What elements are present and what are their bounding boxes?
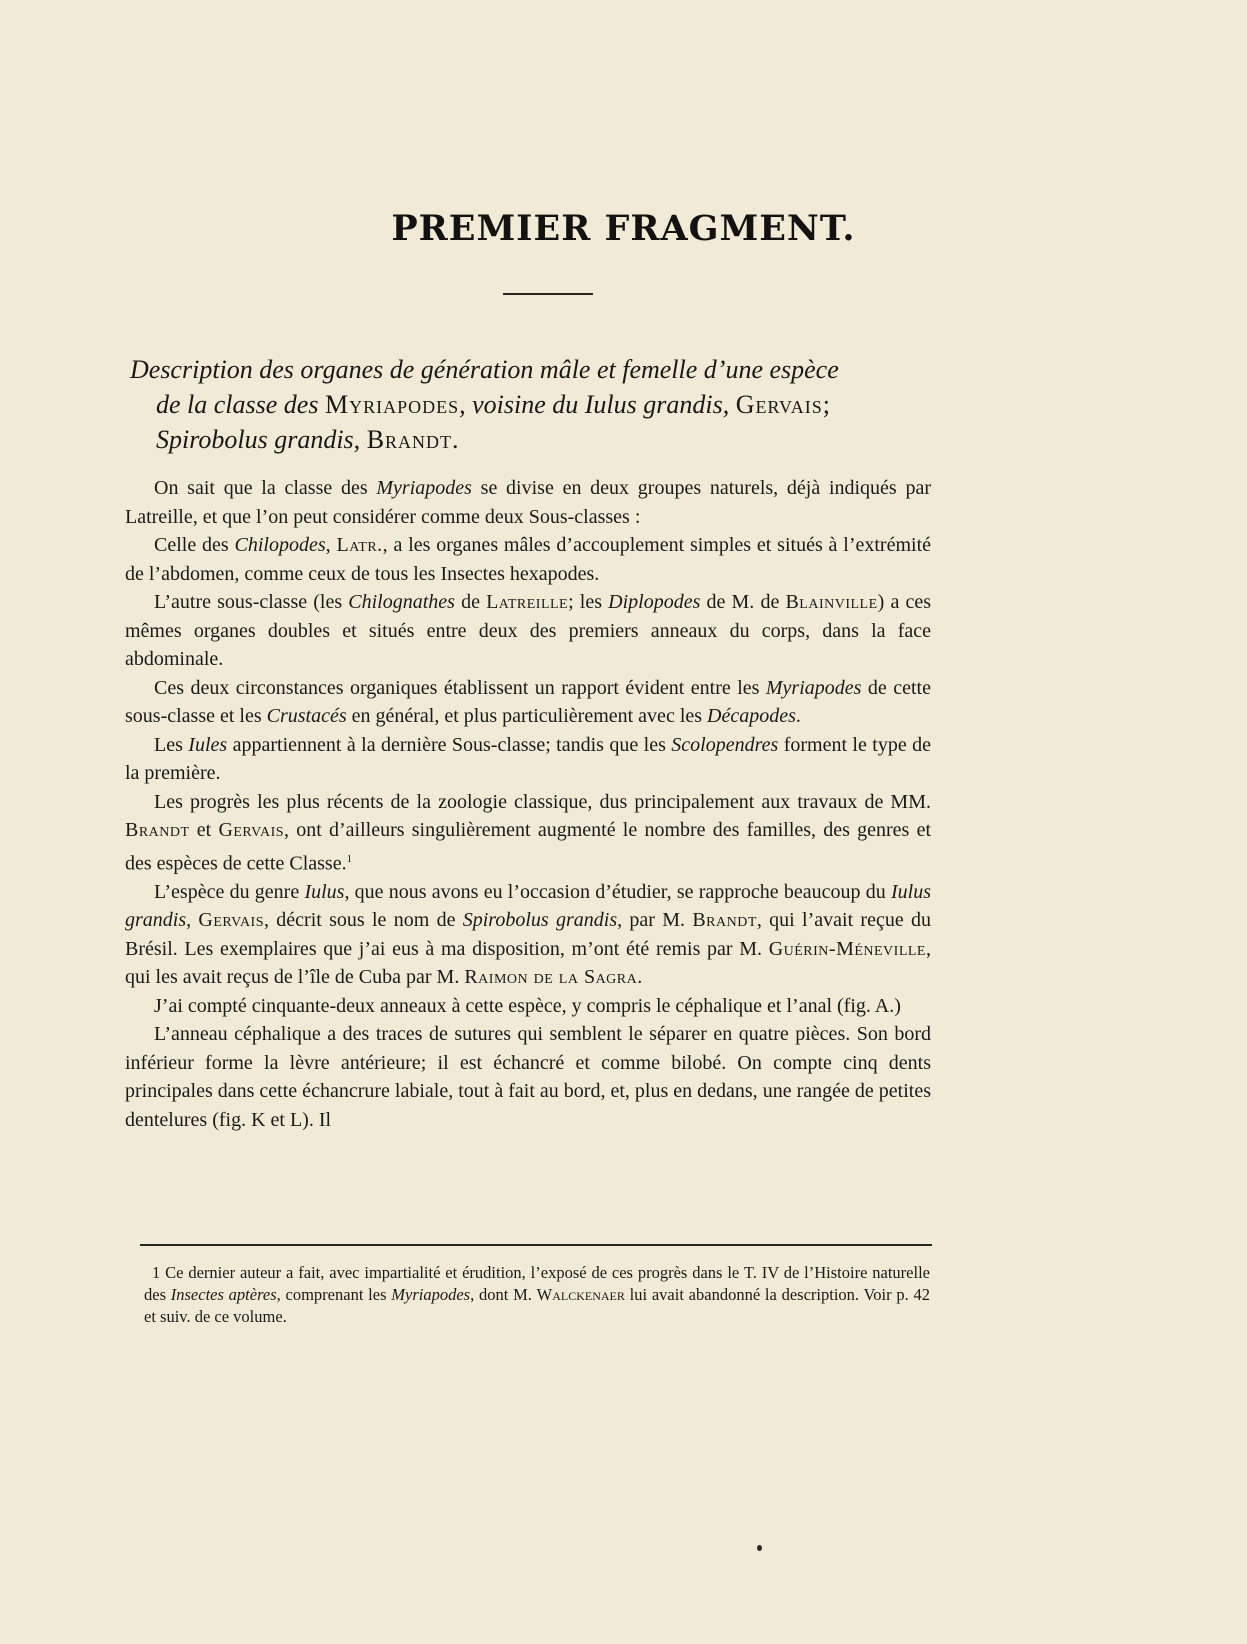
text-run: se divise en deux groupes naturels, déjà indiqués par Latreille, et que l’on peut considérer comme deux Sous-classes : bbox=[125, 477, 931, 528]
title-rule bbox=[503, 293, 593, 295]
footnote-marker: 1 bbox=[346, 852, 353, 865]
paragraph-7 bbox=[125, 878, 931, 992]
text-run: Les bbox=[154, 733, 189, 756]
text-run: Ces deux circonstances organiques établissent un rapport évident entre les bbox=[154, 676, 766, 699]
subtitle-text: ; bbox=[822, 390, 831, 419]
italic-term: Myriapodes bbox=[376, 477, 472, 499]
author-name: Gervais bbox=[218, 819, 285, 841]
italic-term: Crustacés bbox=[266, 705, 347, 727]
italic-term: Diplopodes bbox=[608, 591, 701, 613]
text-run: On sait que la classe des bbox=[154, 477, 377, 499]
subtitle-text: , voisine du Iulus grandis, bbox=[459, 390, 736, 419]
footnote bbox=[144, 1262, 930, 1328]
text-run: , a les organes mâles d’accouplement simples et situés à l’extrémité de l’abdomen, comme ceux de tous les Insectes hexapodes. bbox=[125, 534, 931, 585]
text-run: , dont M. bbox=[470, 1285, 537, 1304]
text-run: appartiennent à la dernière Sous-classe; tandis que les bbox=[227, 733, 672, 756]
author-name: Gervais bbox=[198, 909, 264, 932]
author-name: Blainville bbox=[785, 591, 878, 613]
italic-term: Décapodes bbox=[707, 705, 796, 727]
paragraph-8 bbox=[125, 992, 931, 1021]
paragraph-9 bbox=[125, 1020, 931, 1134]
text-run: ) a ces mêmes organes doubles et situés entre deux des premiers anneaux du corps, dans la face abdominale. bbox=[125, 591, 931, 670]
text-run: ; les bbox=[568, 591, 609, 613]
text-run: , décrit sous le nom de bbox=[264, 909, 463, 932]
italic-term: Myriapodes bbox=[391, 1285, 471, 1304]
author-name: Brandt bbox=[125, 819, 190, 841]
subtitle-text: Spirobolus grandis, bbox=[156, 425, 367, 454]
text-run: Celle des bbox=[154, 534, 235, 556]
text-run: L’anneau céphalique a des traces de sutures qui semblent le séparer en quatre pièces. Son bord inférieur forme la lèvre antérieure; il est échancré et comme bilobé. On compte cinq dents principales dans cette échancrure labiale, tout à fait au bord, et, plus en dedans, une rangée de petites dentelures (fig. K et L). Il bbox=[125, 1023, 931, 1131]
subtitle bbox=[130, 352, 930, 457]
text-run: , comprenant les bbox=[276, 1285, 392, 1304]
italic-term: Chilognathes bbox=[348, 591, 455, 613]
subtitle-text: de la classe des bbox=[156, 390, 325, 419]
text-run: , qui l’avait reçue du Brésil. Les exemplaires que j’ai eus à ma disposition, m’ont été remis par M. bbox=[125, 909, 932, 960]
text-run: , ont d’ailleurs singulièrement augmenté le nombre des familles, des genres et des espèces de cette Classe. bbox=[125, 819, 931, 875]
italic-term: Iulus grandis bbox=[125, 880, 932, 932]
page-title: PREMIER FRAGMENT. bbox=[391, 208, 856, 249]
footnote-rule bbox=[140, 1244, 932, 1246]
text-run: L’espèce du genre bbox=[154, 880, 305, 903]
text-run: , que nous avons eu l’occasion d’étudier, se rapproche beaucoup du bbox=[344, 880, 892, 903]
footnote-text bbox=[144, 1262, 930, 1328]
text-run: lui avait abandonné la description. Voir p. 42 et suiv. de ce volume. bbox=[144, 1285, 931, 1326]
text-run: , bbox=[186, 909, 199, 932]
text-run: , qui les avait reçus de l’île de Cuba par M. bbox=[125, 937, 931, 989]
subtitle-line-3 bbox=[130, 422, 930, 457]
text-run: . bbox=[795, 705, 801, 727]
body-text bbox=[125, 474, 931, 1134]
italic-term: Iulus bbox=[304, 880, 345, 903]
paragraph-3 bbox=[125, 588, 931, 674]
italic-term: Spirobolus grandis bbox=[462, 909, 618, 932]
italic-term: Scolopendres bbox=[671, 733, 779, 756]
italic-term: Myriapodes bbox=[765, 676, 862, 699]
text-run: , bbox=[325, 534, 337, 556]
subtitle-text: . bbox=[452, 425, 460, 454]
paragraph-2 bbox=[125, 531, 931, 588]
subtitle-smallcaps: Brandt bbox=[366, 425, 453, 454]
subtitle-smallcaps: Gervais bbox=[735, 390, 823, 419]
italic-term: Insectes aptères bbox=[170, 1285, 277, 1304]
author-name: Latreille bbox=[486, 591, 569, 613]
author-name: Raimon de la Sagra bbox=[464, 966, 638, 989]
text-run: et bbox=[189, 819, 219, 841]
paragraph-6 bbox=[125, 788, 931, 878]
text-run: de M. de bbox=[700, 591, 786, 613]
text-run: Les progrès les plus récents de la zoologie classique, dus principalement aux travaux de MM. bbox=[154, 790, 931, 813]
text-run: 1 Ce dernier auteur a fait, avec impartialité et érudition, l’exposé de ces progrès dans le T. IV de l’Histoire naturelle des bbox=[144, 1263, 930, 1304]
author-name: Latr. bbox=[336, 534, 383, 556]
text-run: de cette sous-classe et les bbox=[125, 676, 931, 727]
text-run: L’autre sous-classe (les bbox=[154, 591, 349, 613]
text-run: , par M. bbox=[617, 909, 693, 932]
text-run: forment le type de la première. bbox=[125, 733, 931, 784]
subtitle-smallcaps: Myriapodes bbox=[324, 390, 460, 419]
author-name: Guérin-Méneville bbox=[768, 937, 926, 960]
text-run: de bbox=[454, 591, 487, 613]
text-run: J’ai compté cinquante-deux anneaux à cette espèce, y compris le céphalique et l’anal (fig. A.) bbox=[154, 994, 901, 1017]
paragraph-5 bbox=[125, 731, 931, 788]
text-run: en général, et plus particulièrement avec les bbox=[346, 705, 708, 727]
paragraph-4 bbox=[125, 674, 931, 731]
text-run: . bbox=[637, 966, 643, 989]
italic-term: Iules bbox=[188, 733, 228, 756]
author-name: Brandt bbox=[692, 909, 757, 932]
subtitle-line-2 bbox=[130, 387, 930, 422]
subtitle-line-1: Description des organes de génération mâle et femelle d’une espèce bbox=[130, 355, 839, 384]
author-name: Walckenaer bbox=[536, 1285, 625, 1304]
ink-speck bbox=[757, 1545, 762, 1551]
paragraph-1 bbox=[125, 474, 931, 531]
italic-term: Chilopodes bbox=[234, 534, 326, 556]
